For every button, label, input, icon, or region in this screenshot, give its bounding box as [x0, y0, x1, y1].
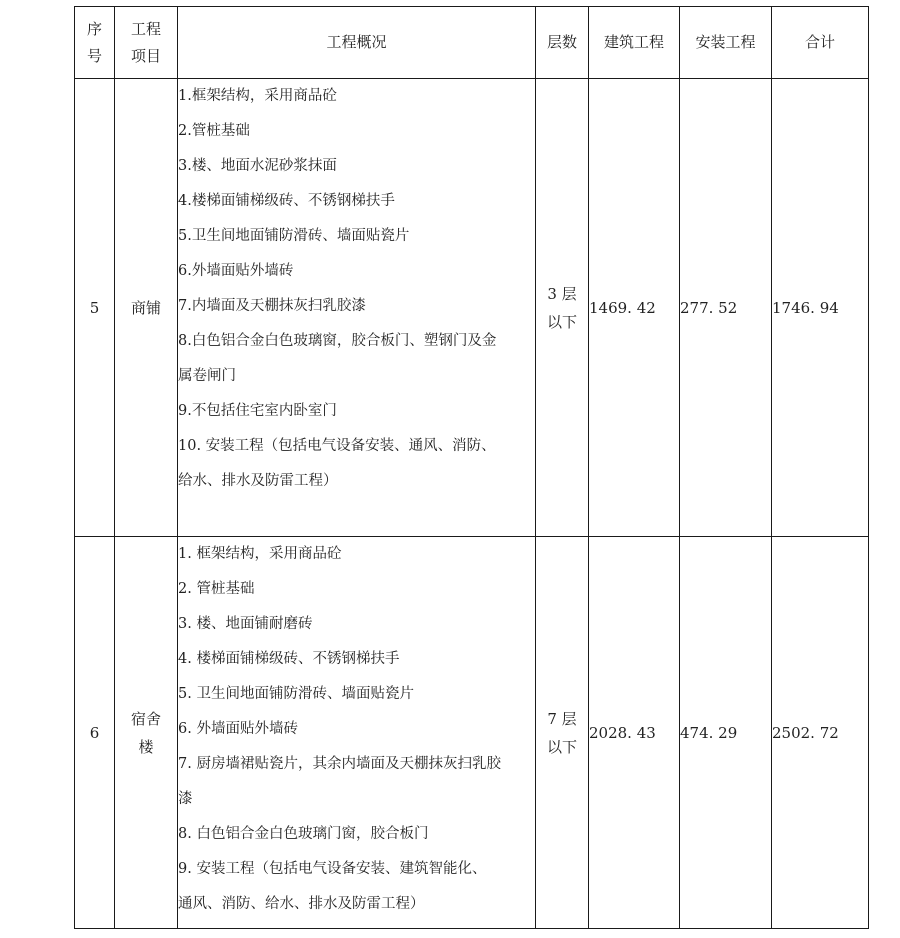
row-construction: 1469. 42 [589, 79, 680, 537]
header-floors: 层数 [536, 7, 589, 79]
overview-line: 通风、消防、给水、排水及防雷工程） [178, 896, 425, 912]
cost-table [74, 6, 869, 929]
row-total: 1746. 94 [772, 79, 869, 537]
overview-line: 1. 框架结构，采用商品砼 [178, 546, 342, 562]
overview-line: 7.内墙面及天棚抹灰扫乳胶漆 [178, 298, 366, 314]
overview-line: 2. 管桩基础 [178, 581, 255, 597]
overview-line: 4.楼梯面铺梯级砖、不锈钢梯扶手 [178, 193, 395, 209]
row-project: 宿舍 楼 [115, 537, 178, 929]
row-overview [178, 79, 536, 537]
header-installation: 安装工程 [680, 7, 772, 79]
overview-line: 1.框架结构，采用商品砼 [178, 88, 337, 104]
overview-line: 10. 安装工程（包括电气设备安装、通风、消防、 [178, 438, 496, 454]
overview-line: 6.外墙面贴外墙砖 [178, 263, 294, 279]
overview-line: 3.楼、地面水泥砂浆抹面 [178, 158, 337, 174]
header-total: 合计 [772, 7, 869, 79]
overview-line: 7. 厨房墙裙贴瓷片，其余内墙面及天棚抹灰扫乳胶 [178, 756, 501, 772]
overview-line: 8. 白色铝合金白色玻璃门窗，胶合板门 [178, 826, 429, 842]
header-overview: 工程概况 [178, 7, 536, 79]
table-row [75, 537, 869, 929]
overview-line: 3. 楼、地面铺耐磨砖 [178, 616, 313, 632]
header-row [75, 7, 869, 79]
row-total: 2502. 72 [772, 537, 869, 929]
row-seq: 5 [75, 79, 115, 537]
row-floors: 7 层 以下 [536, 537, 589, 929]
row-floors: 3 层 以下 [536, 79, 589, 537]
table-row [75, 79, 869, 537]
row-construction: 2028. 43 [589, 537, 680, 929]
row-installation: 277. 52 [680, 79, 772, 537]
overview-line: 5.卫生间地面铺防滑砖、墙面贴瓷片 [178, 228, 410, 244]
header-construction: 建筑工程 [589, 7, 680, 79]
row-installation: 474. 29 [680, 537, 772, 929]
overview-line: 漆 [178, 791, 193, 807]
overview-line: 2.管桩基础 [178, 123, 250, 139]
header-seq: 序 号 [75, 7, 115, 79]
row-overview [178, 537, 536, 929]
overview-line: 属卷闸门 [178, 368, 236, 384]
overview-line: 5. 卫生间地面铺防滑砖、墙面贴瓷片 [178, 686, 414, 702]
overview-line: 9. 安装工程（包括电气设备安装、建筑智能化、 [178, 861, 487, 877]
row-seq: 6 [75, 537, 115, 929]
overview-line: 给水、排水及防雷工程） [178, 473, 338, 489]
row-project: 商铺 [115, 79, 178, 537]
overview-line: 8.白色铝合金白色玻璃窗，胶合板门、塑钢门及金 [178, 333, 497, 349]
overview-line: 4. 楼梯面铺梯级砖、不锈钢梯扶手 [178, 651, 400, 667]
header-project: 工程 项目 [115, 7, 178, 79]
overview-line: 9.不包括住宅室内卧室门 [178, 403, 337, 419]
overview-line: 6. 外墙面贴外墙砖 [178, 721, 298, 737]
